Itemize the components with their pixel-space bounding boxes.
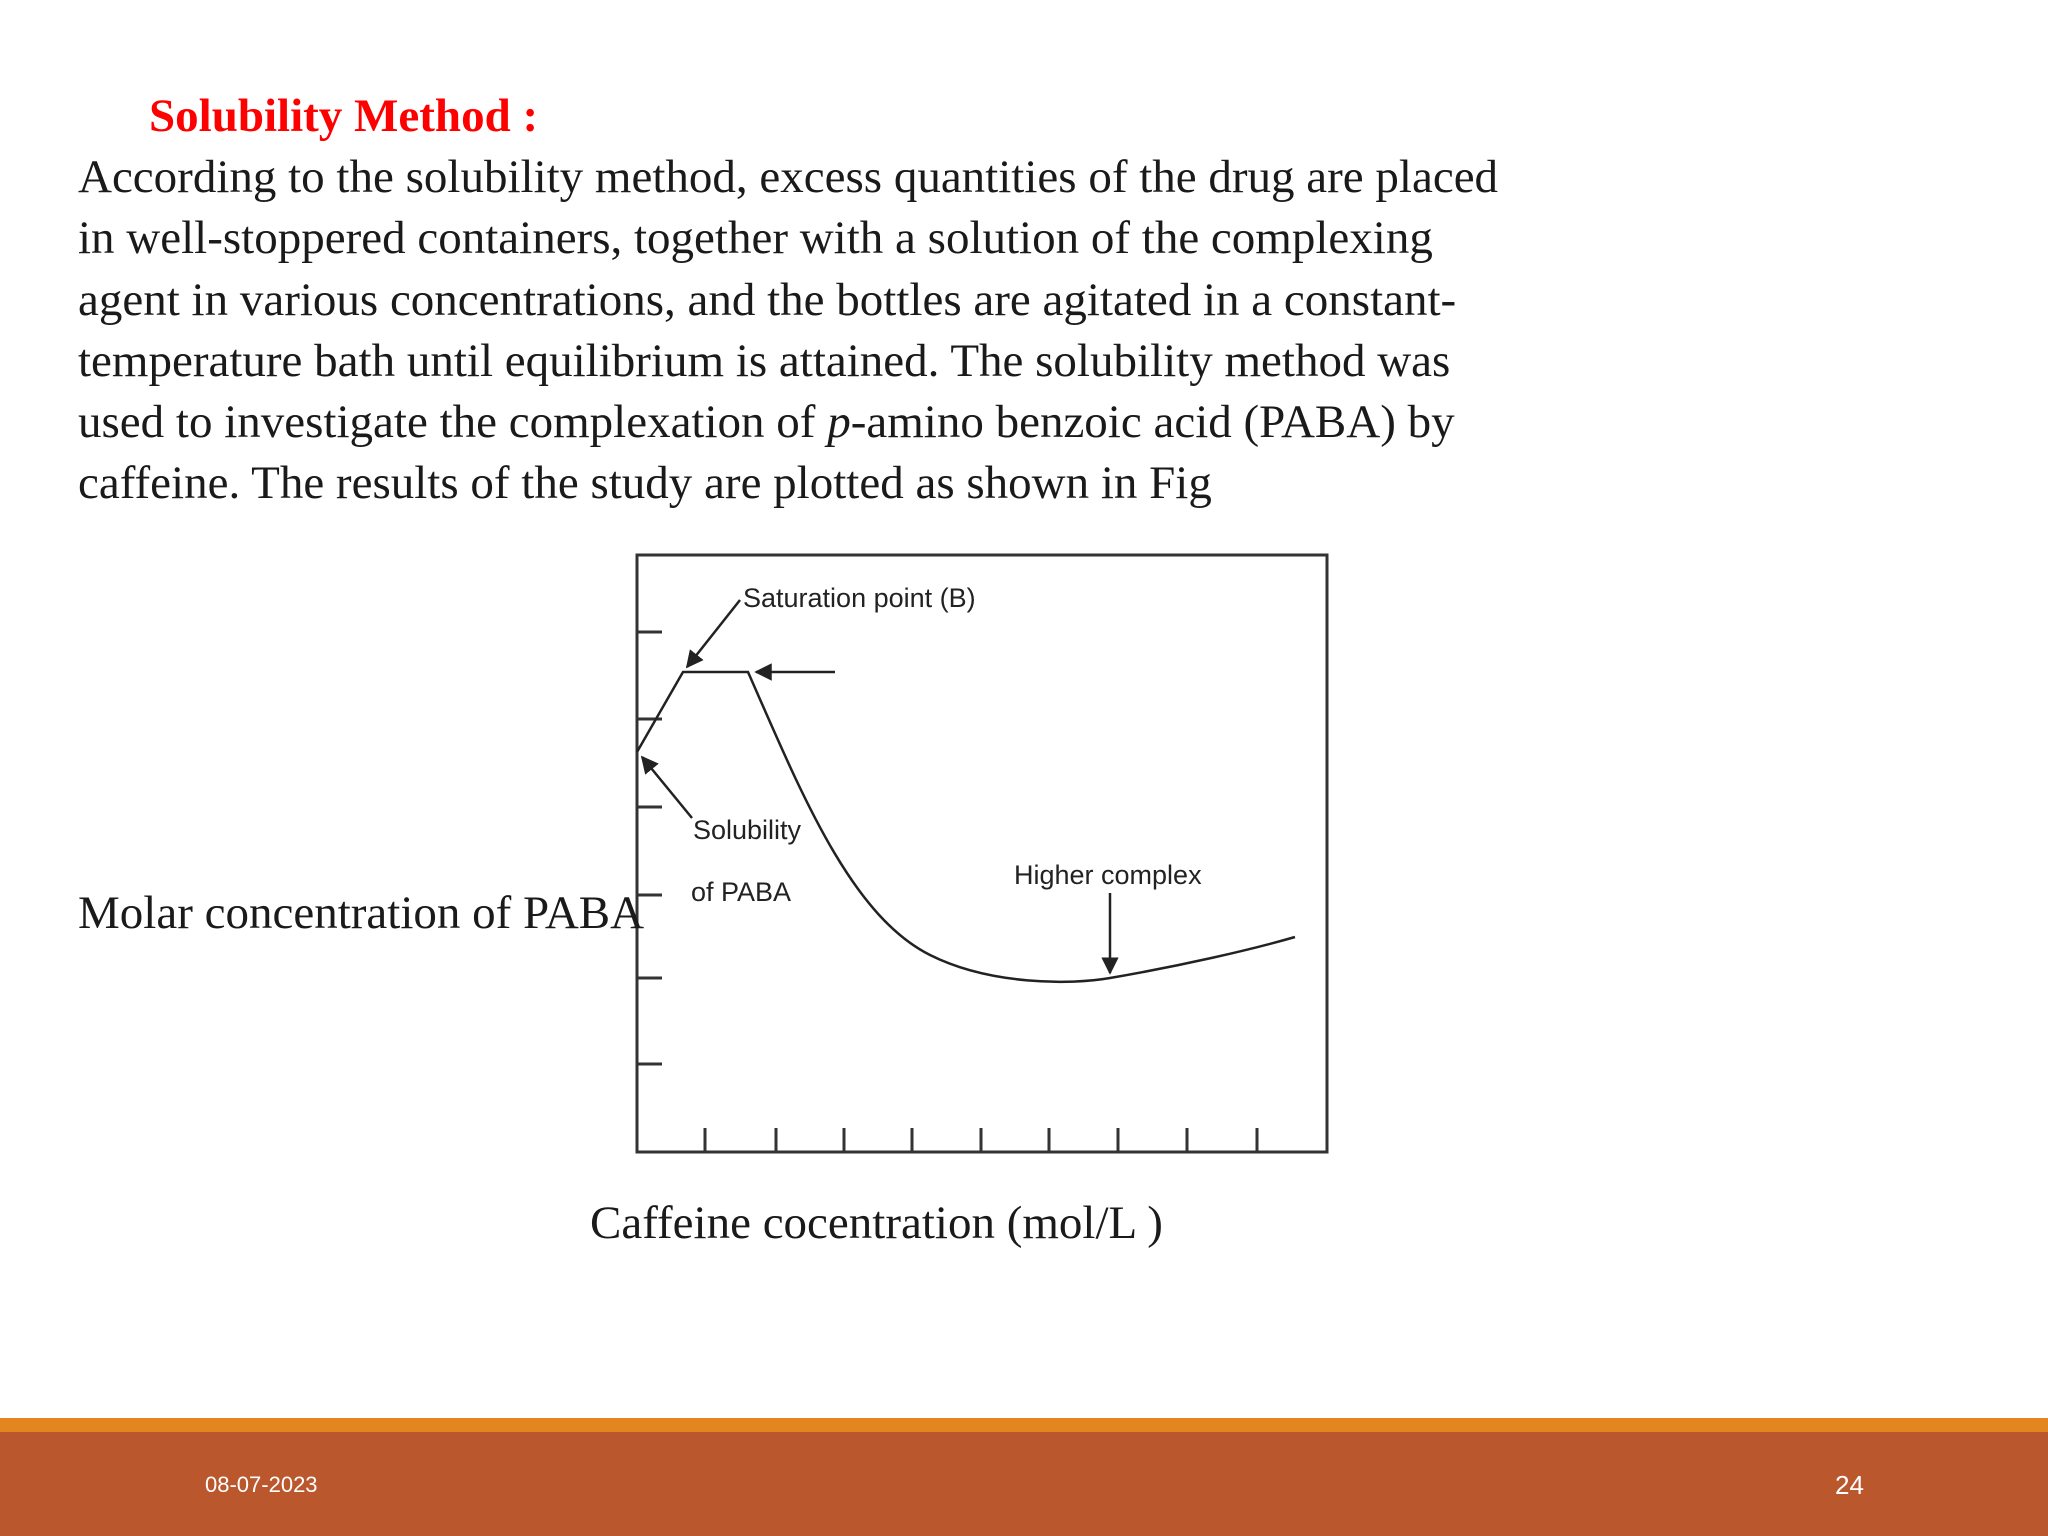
- y-axis-label: Molar concentration of PABA: [78, 887, 645, 939]
- footer-date: 08-07-2023: [205, 1472, 318, 1497]
- y-axis-ticks: [637, 632, 662, 1064]
- saturation-label: Saturation point (B): [743, 583, 976, 613]
- solubility-label-line2: of PABA: [691, 877, 792, 907]
- body-line: caffeine. The results of the study are plotted as shown in Fig: [78, 457, 1212, 510]
- body-line: in well-stoppered containers, together with a solution of the complexing: [78, 212, 1433, 265]
- plot-frame: [637, 555, 1327, 1152]
- body-line: agent in various concentrations, and the bottles are agitated in a constant-: [78, 273, 1457, 326]
- body-line: temperature bath until equilibrium is attained. The solubility method was: [78, 334, 1451, 387]
- solubility-arrow: [642, 757, 692, 818]
- body-line-part: -amino benzoic acid (PABA) by: [850, 396, 1455, 449]
- body-line: According to the solubility method, excess quantities of the drug are placed: [78, 151, 1499, 203]
- page-number: 24: [1835, 1470, 1864, 1500]
- italic-p: p: [827, 396, 851, 449]
- body-line-part: used to investigate the complexation of: [78, 396, 828, 449]
- footer-accent-line: [0, 1418, 2048, 1432]
- higher-complex-label: Higher complex: [1014, 860, 1202, 890]
- x-axis-ticks: [705, 1128, 1257, 1152]
- x-axis-label: Caffeine cocentration (mol/L ): [590, 1197, 1163, 1249]
- slide-heading: Solubility Method :: [149, 90, 539, 142]
- saturation-arrow: [687, 600, 740, 667]
- solubility-label-line1: Solubility: [693, 815, 802, 845]
